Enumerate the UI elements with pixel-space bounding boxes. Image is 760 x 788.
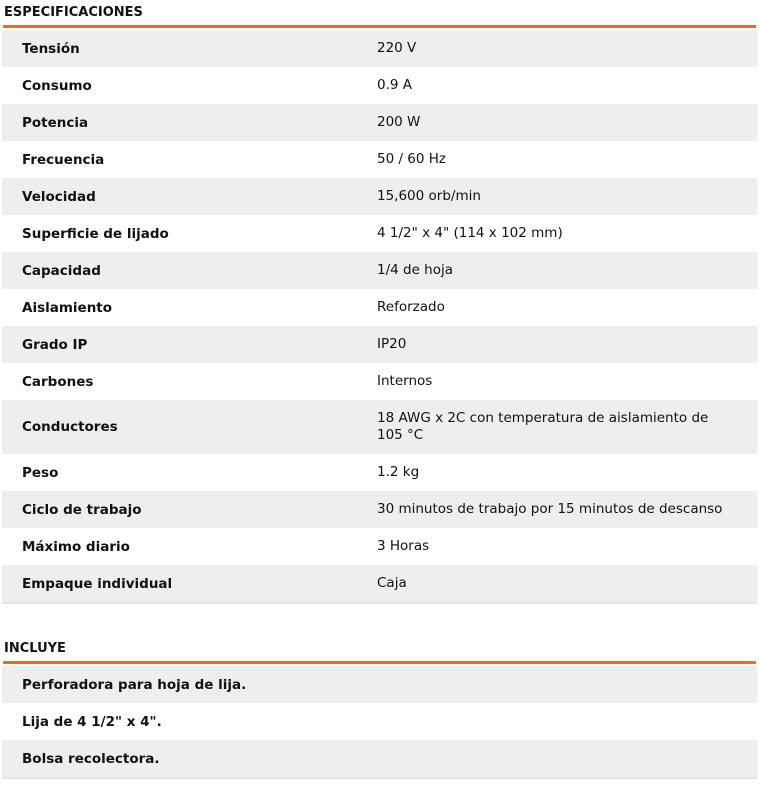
- include-item-text: Perforadora para hoja de lija.: [22, 676, 247, 693]
- spec-value: IP20: [377, 336, 407, 352]
- spec-row: [2, 67, 757, 104]
- spec-row: [2, 326, 757, 363]
- include-item: [2, 666, 757, 703]
- spec-value: Reforzado: [377, 299, 445, 315]
- spec-row: [2, 30, 757, 67]
- specifications-table: [2, 30, 757, 604]
- include-item: [2, 740, 757, 777]
- spec-row: [2, 252, 757, 289]
- spec-value: 4 1/2" x 4" (114 x 102 mm): [377, 225, 563, 241]
- spec-label: Tensión: [22, 40, 80, 57]
- spec-value: 1/4 de hoja: [377, 262, 454, 278]
- spec-label: Capacidad: [22, 262, 101, 279]
- includes-list: [2, 666, 757, 779]
- spec-label: Velocidad: [22, 188, 96, 205]
- spec-row: [2, 363, 757, 400]
- specifications-section: [0, 3, 757, 604]
- spec-value: 15,600 orb/min: [377, 188, 481, 204]
- spec-row: [2, 178, 757, 215]
- spec-value: Internos: [377, 373, 433, 389]
- section-divider: [3, 661, 756, 664]
- spec-label: Peso: [22, 464, 59, 481]
- include-item: [2, 703, 757, 740]
- section-divider: [3, 25, 756, 28]
- spec-label: Potencia: [22, 114, 89, 131]
- spec-label: Grado IP: [22, 336, 88, 353]
- spec-label: Máximo diario: [22, 538, 130, 555]
- include-item-text: Bolsa recolectora.: [22, 750, 160, 767]
- spec-row: [2, 454, 757, 491]
- includes-section: [0, 639, 757, 779]
- spec-row: [2, 491, 757, 528]
- spec-value: 1.2 kg: [377, 464, 420, 480]
- spec-label: Aislamiento: [22, 299, 113, 316]
- spec-label: Consumo: [22, 77, 92, 94]
- specifications-title: ESPECIFICACIONES: [4, 5, 143, 20]
- include-item-text: Lija de 4 1/2" x 4".: [22, 713, 162, 730]
- spec-row: [2, 215, 757, 252]
- spec-value: 200 W: [377, 114, 421, 130]
- spec-value: Caja: [377, 575, 407, 591]
- spec-label: Ciclo de trabajo: [22, 501, 142, 518]
- spec-value: 30 minutos de trabajo por 15 minutos de descanso: [377, 501, 723, 517]
- spec-row: [2, 400, 757, 454]
- spec-row: [2, 565, 757, 602]
- spec-value: 0.9 A: [377, 77, 412, 93]
- spec-row: [2, 104, 757, 141]
- spec-label: Frecuencia: [22, 151, 105, 168]
- spec-row: [2, 141, 757, 178]
- spec-label: Conductores: [22, 419, 118, 435]
- spec-value: 18 AWG x 2C con temperatura de aislamiento de 105 °C: [377, 410, 709, 443]
- spec-value: 50 / 60 Hz: [377, 151, 447, 167]
- spec-label: Superficie de lijado: [22, 225, 169, 242]
- spec-value: 3 Horas: [377, 538, 430, 554]
- spec-label: Empaque individual: [22, 575, 173, 592]
- includes-title: INCLUYE: [4, 641, 66, 656]
- spec-label: Carbones: [22, 373, 94, 390]
- spec-row: [2, 289, 757, 326]
- spec-value: 220 V: [377, 40, 417, 56]
- spec-row: [2, 528, 757, 565]
